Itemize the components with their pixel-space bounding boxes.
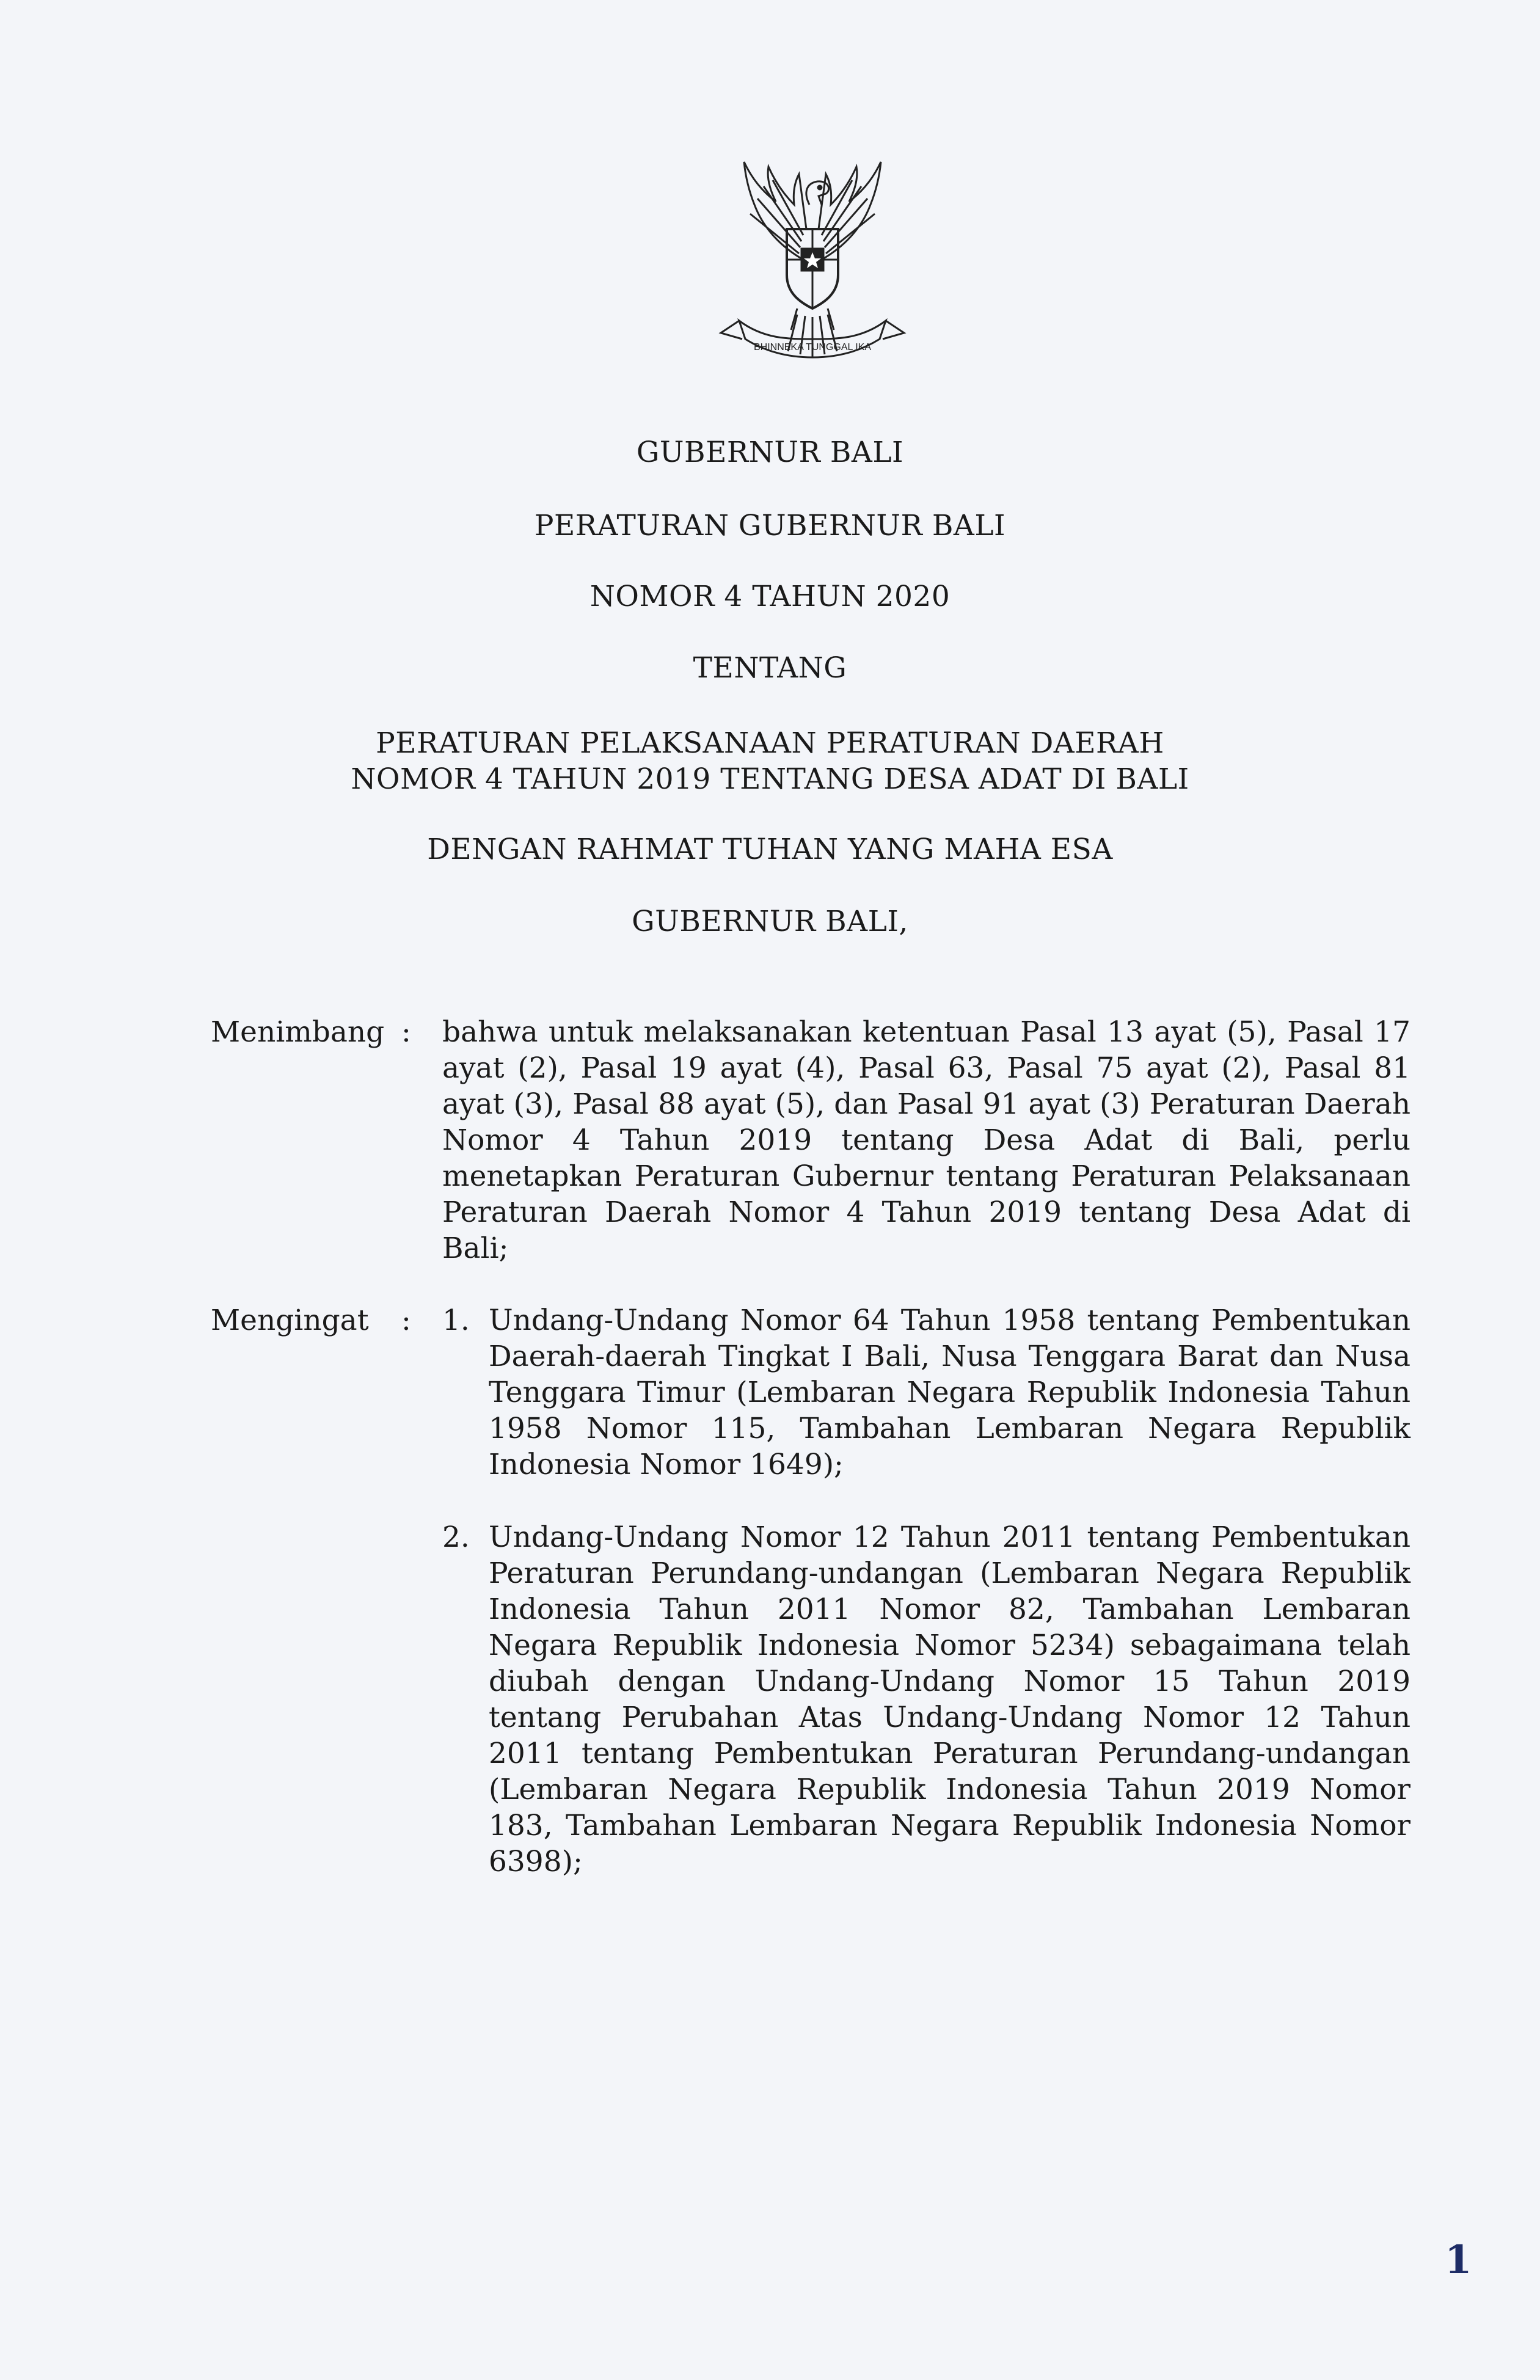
mengingat-item-1-text: Undang-Undang Nomor 64 Tahun 1958 tentang Pembentukan Daerah-daerah Tingkat I Bali, Nusa Tenggara Barat dan Nusa Tenggara Timur (Lembaran Negara Republik Indonesia Tahun 1958 Nomor 115, Tambahan Lembaran Negara Republik Indonesia Nomor 1649); <box>489 1304 1410 1481</box>
emblem-motto: BHINNEKA TUNGGAL IKA <box>753 342 872 352</box>
menimbang-label: Menimbang <box>211 1015 385 1049</box>
mengingat-colon: : <box>401 1304 411 1337</box>
page-number-mark: 1 <box>1445 2237 1472 2283</box>
document-type: PERATURAN GUBERNUR BALI <box>534 509 1006 542</box>
menimbang-text: bahwa untuk melaksanakan ketentuan Pasal 13 ayat (5), Pasal 17 ayat (2), Pasal 19 ayat (4), Pasal 63, Pasal 75 ayat (2), Pasal 81 ayat (3), Pasal 88 ayat (5), dan Pasal 91 ayat (3) Peraturan Daerah Nomor 4 Tahun 2019 tentang Desa Adat di Bali, perlu menetapkan Peraturan Gubernur tentang Peraturan Pelaksanaan Peraturan Daerah Nomor 4 Tahun 2019 tentang Desa Adat di Bali; <box>442 1015 1410 1265</box>
menimbang-colon: : <box>401 1015 411 1049</box>
blessing-line: DENGAN RAHMAT TUHAN YANG MAHA ESA <box>427 833 1113 866</box>
subject-line-2: NOMOR 4 TAHUN 2019 TENTANG DESA ADAT DI BALI <box>351 762 1189 796</box>
issuer-title: GUBERNUR BALI, <box>632 905 908 938</box>
mengingat-item-2-text: Undang-Undang Nomor 12 Tahun 2011 tentang Pembentukan Peraturan Perundang-undangan (Lembaran Negara Republik Indonesia Tahun 2011 Nomor 82, Tambahan Lembaran Negara Republik Indonesia Nomor 5234) sebagaimana telah diubah dengan Undang-Undang Nomor 15 Tahun 2019 tentang Perubahan Atas Undang-Undang Nomor 12 Tahun 2011 tentang Pembentukan Peraturan Perundang-undangan (Lembaran Negara Republik Indonesia Tahun 2019 Nomor 183, Tambahan Lembaran Negara Republik Indonesia Nomor 6398); <box>489 1520 1410 1878</box>
mengingat-label: Mengingat <box>211 1304 369 1337</box>
mengingat-item-1-number: 1. <box>442 1304 470 1337</box>
document-number: NOMOR 4 TAHUN 2020 <box>589 580 951 613</box>
mengingat-item-2-number: 2. <box>442 1520 470 1554</box>
subject-line-1: PERATURAN PELAKSANAAN PERATURAN DAERAH <box>376 726 1164 760</box>
about-heading: TENTANG <box>693 651 847 685</box>
issuer-heading: GUBERNUR BALI <box>636 436 904 469</box>
garuda-emblem-icon <box>696 156 929 388</box>
